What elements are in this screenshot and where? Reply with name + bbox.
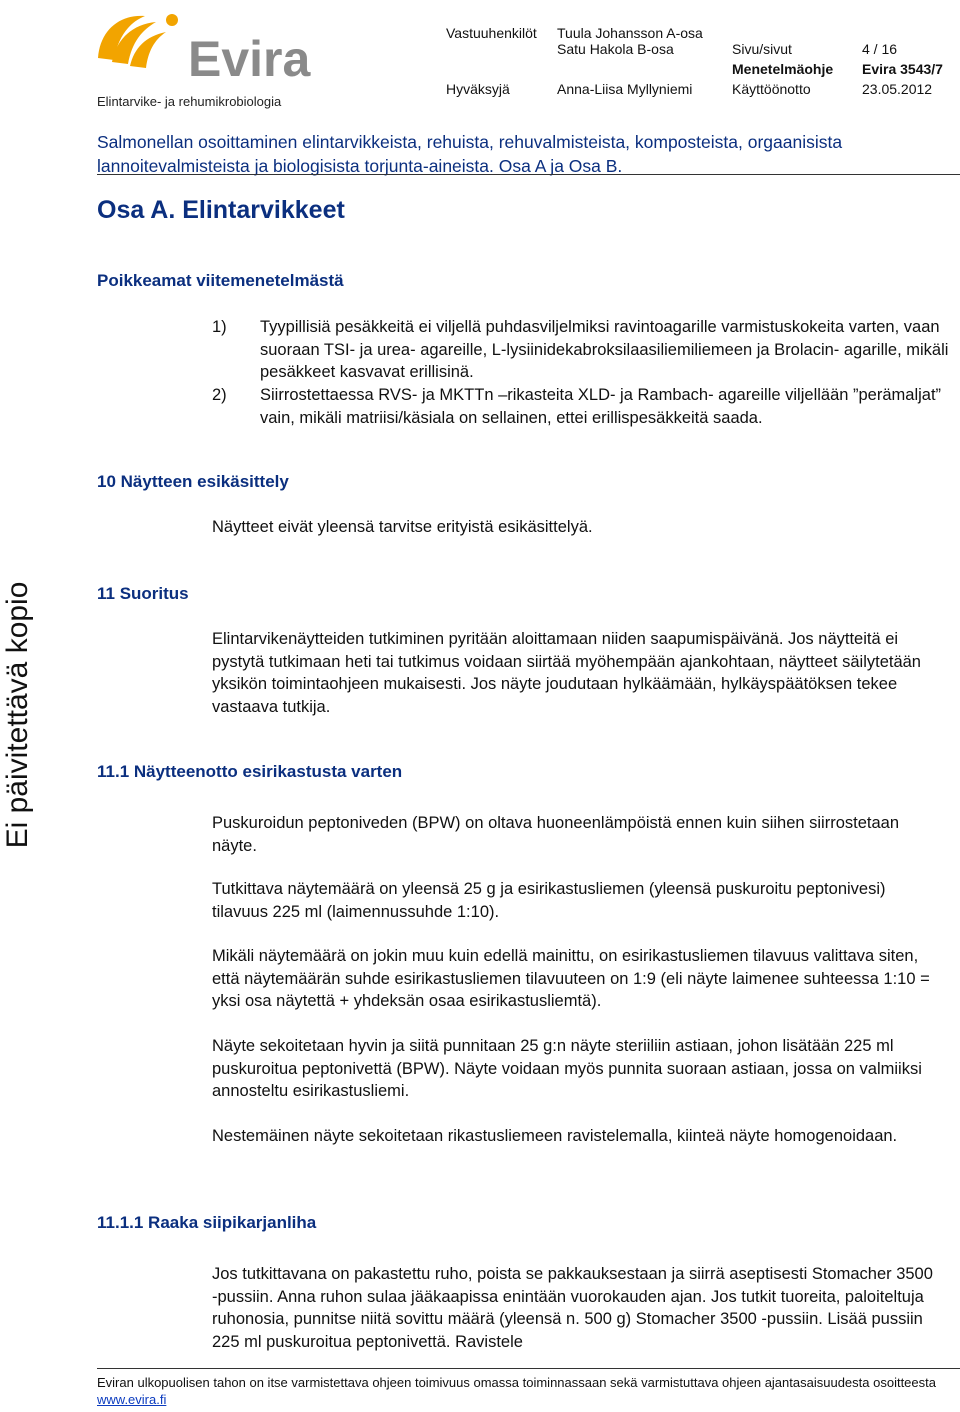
department-name: Elintarvike- ja rehumikrobiologia xyxy=(97,94,282,109)
effective-label: Käyttöönotto xyxy=(732,81,811,97)
main-heading: Osa A. Elintarvikkeet xyxy=(97,196,345,224)
responsible-b: Satu Hakola B-osa xyxy=(557,41,674,57)
section-10-text: Näytteet eivät yleensä tarvitse erityistä esikäsittelyä. xyxy=(212,518,593,536)
evira-logo xyxy=(90,10,320,85)
effective-value: 23.05.2012 xyxy=(862,81,933,97)
list-item-text: Siirrostettaessa RVS- ja MKTTn –rikasteita XLD- ja Rambach- agareille viljellään ”perämaljat” vain, mikäli matriisi/käsiala on sellainen, ettei erillispesäkkeitä saada. xyxy=(260,386,942,427)
responsible-a: Tuula Johansson A-osa xyxy=(557,25,703,41)
footer-divider xyxy=(97,1368,960,1369)
section-11-1-paragraph: Nestemäinen näyte sekoitetaan rikastusliemeen ravistelemalla, kiinteä näyte homogenoidaan. xyxy=(212,1127,898,1145)
section-10-heading: 10 Näytteen esikäsittely xyxy=(97,472,289,491)
section-11-1-heading: 11.1 Näytteenotto esirikastusta varten xyxy=(97,762,403,781)
page-value: 4 / 16 xyxy=(862,41,898,57)
section-11-1-1-text: Jos tutkittavana on pakastettu ruho, poista se pakkauksestaan ja siirrä aseptisesti Stomacher 3500 -pussiin. Anna ruhon sulaa jääkaapissa enintään vuorokauden ajan. Jos tutkit tuoreita, paloiteltuja ruhonosia, punnitse niitä sovittu määrä (yleensä n. 500 g) Stomacher 3500 -pussiin. Lisää pussiin 225 ml puskuroitua peptonivettä. Ravistele xyxy=(212,1265,933,1351)
section-11-heading: 11 Suoritus xyxy=(97,584,189,603)
section-11-1-paragraph: Tutkittava näytemäärä on yleensä 25 g ja esirikastusliemen (yleensä puskuroitu peptonivesi) tilavuus 225 ml (laimennussuhde 1:10). xyxy=(212,880,886,921)
footer xyxy=(97,1374,947,1408)
section-11-1-1-heading: 11.1.1 Raaka siipikarjanliha xyxy=(97,1213,317,1232)
evira-logo-icon xyxy=(90,10,320,85)
document-title: Salmonellan osoittaminen elintarvikkeista, rehuista, rehuvalmisteista, komposteista, orgaanisista lannoitevalmisteista ja biologisista torjunta-aineista. Osa A ja Osa B. xyxy=(97,132,843,176)
method-value: Evira 3543/7 xyxy=(862,61,943,77)
approved-label: Hyväksyjä xyxy=(446,81,510,97)
watermark-text: Ei päivitettävä kopio xyxy=(1,581,34,849)
section-11-1-paragraph: Puskuroidun peptoniveden (BPW) on oltava huoneenlämpöistä ennen kuin siihen siirrostetaan näyte. xyxy=(212,814,900,855)
list-item-text: Tyypillisiä pesäkkeitä ei viljellä puhdasviljelmiksi ravintoagarille varmistuskokeita varten, vaan suoraan TSI- ja urea- agareille, L-lysiinidekabroksilaasiliemiliemeen ja Brolacin- agarille, mikäli pesäkkeet kasvavat erillisinä. xyxy=(260,318,949,381)
watermark xyxy=(0,570,36,860)
svg-text:Evira: Evira xyxy=(188,31,311,85)
list-item-number: 1) xyxy=(212,318,227,336)
footer-link[interactable]: www.evira.fi xyxy=(97,1392,167,1407)
deviations-heading: Poikkeamat viitemenetelmästä xyxy=(97,271,344,290)
header-divider xyxy=(97,174,960,175)
section-11-1-paragraph: Näyte sekoitetaan hyvin ja siitä punnitaan 25 g:n näyte steriiliin astiaan, johon lisätään 225 ml puskuroitua peptonivettä (BPW). Näyte voidaan myös punnita suoraan astiaan, jossa on valmiiksi annosteltu esirikastusliemi. xyxy=(212,1037,922,1100)
page-label: Sivu/sivut xyxy=(732,41,792,57)
section-11-text: Elintarvikenäytteiden tutkiminen pyritään aloittamaan niiden saapumispäivänä. Jos näytteitä ei pystytä tutkimaan heti tai tutkimus voidaan siirtää myöhempään ajankohtaan, näytteet säilytetään yksikön toimintaohjeen mukaisesti. Jos näyte joudutaan hylkäämään, hylkäyspäätöksen tekee vastaava tutkija. xyxy=(212,630,921,716)
responsible-label: Vastuuhenkilöt xyxy=(446,25,537,41)
section-11-1-paragraph: Mikäli näytemäärä on jokin muu kuin edellä mainittu, on esirikastusliemen tilavuus valittava siten, että näytemäärän suhde esirikastusliemen tilavuuteen on 1:9 (eli näyte laimenee suhteessa 1:10 = yksi osa näytettä + yhdeksän osaa esirikastusliemtä). xyxy=(212,947,930,1010)
method-label: Menetelmäohje xyxy=(732,61,834,77)
list-item-number: 2) xyxy=(212,386,227,404)
footer-text: Eviran ulkopuolisen tahon on itse varmistettava ohjeen toimivuus omassa toiminnassaan sekä varmistuttava ohjeen ajantasaisuudesta osoitteesta xyxy=(97,1375,936,1390)
approved-value: Anna-Liisa Myllyniemi xyxy=(557,81,693,97)
